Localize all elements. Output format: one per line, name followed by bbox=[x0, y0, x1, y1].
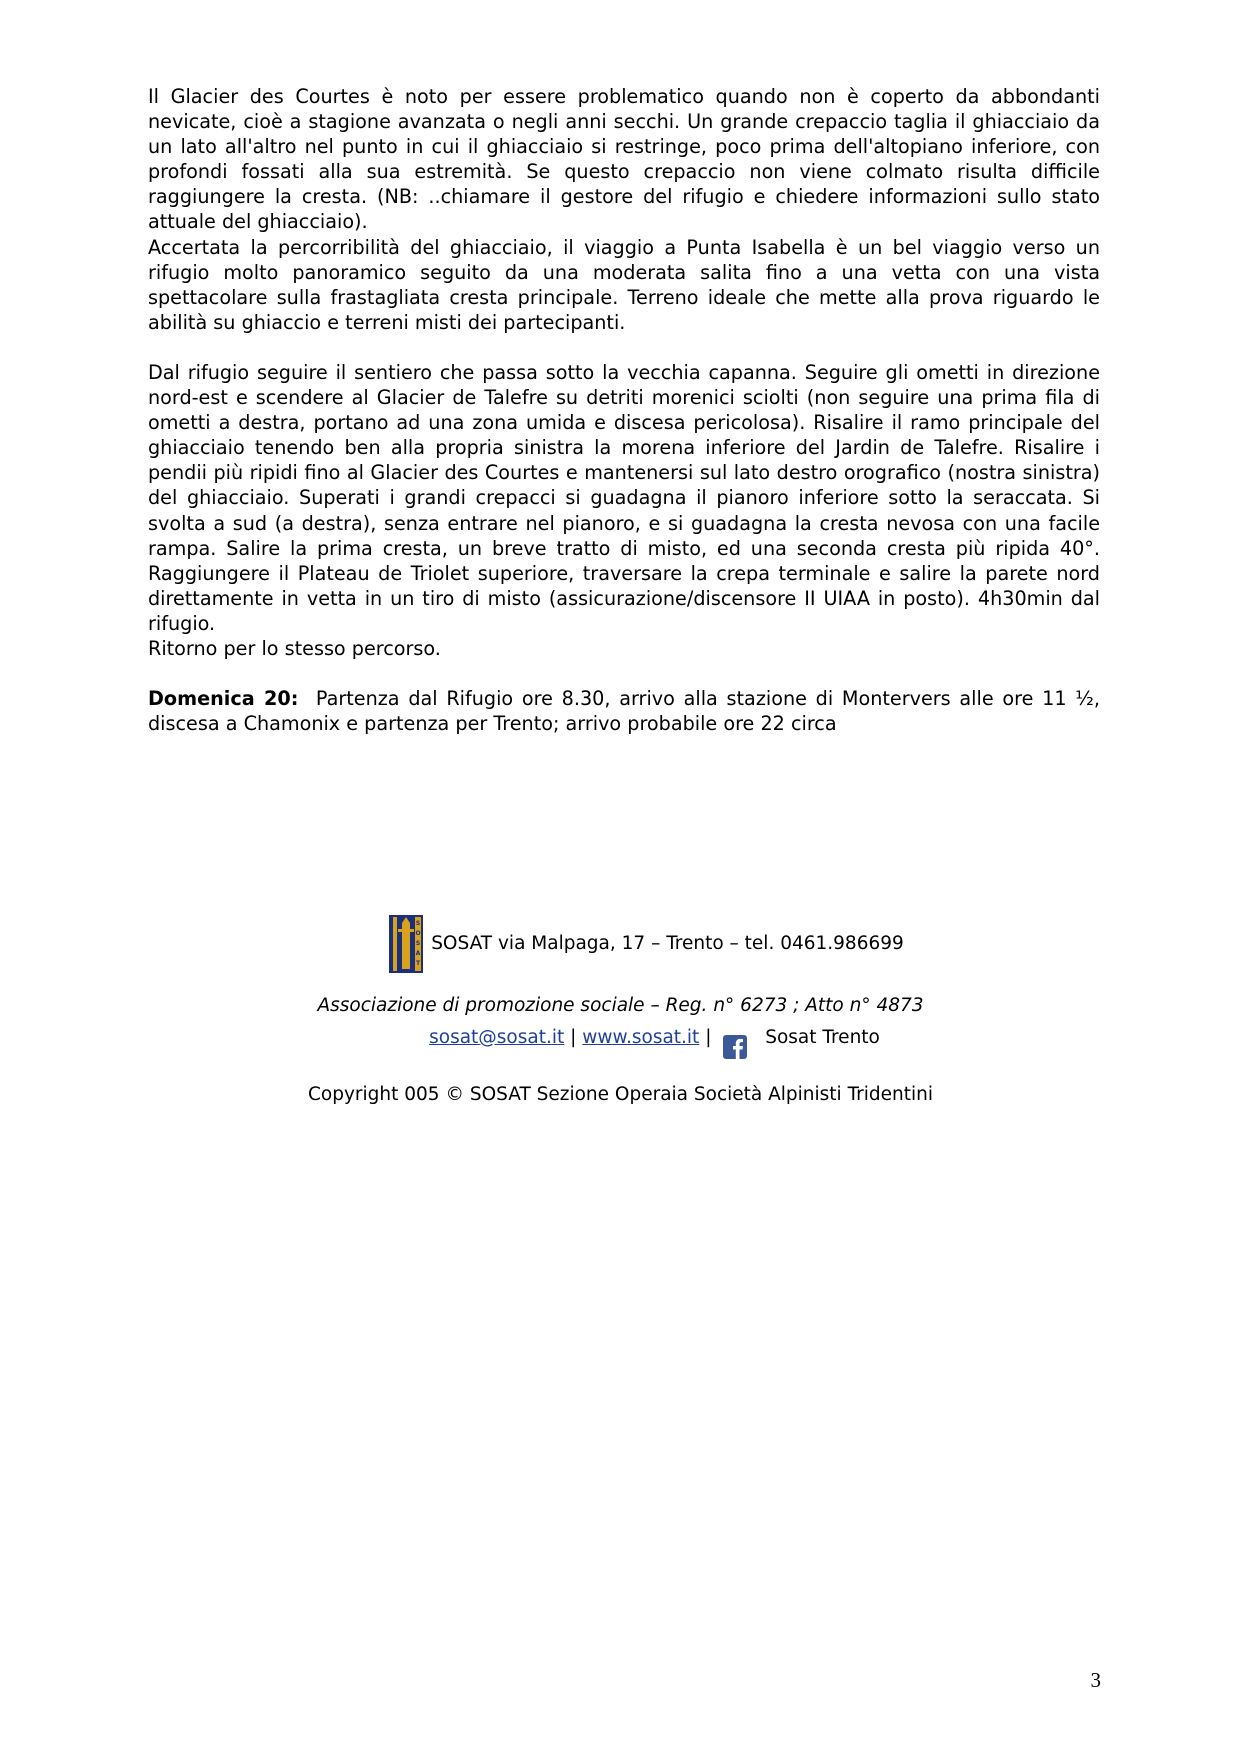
logo-letter: T bbox=[416, 960, 421, 967]
paragraph-route-description: Dal rifugio seguire il sentiero che passa sotto la vecchia capanna. Seguire gli ometti in direzione nord-est e scendere al Glacier de Talefre su detriti morenici sciolti (non seguire una prima fila di ometti a destra, portano ad una zona umida e discesa pericolosa). Risalire il ramo principale del ghiacciaio tenendo ben alla propria sinistra la morena inferiore del Jardin de Talefre. Risalire i pendii più ripidi fino al Glacier des Courtes e mantenersi sul lato destro orografico (nostra sinistra) del ghiacciaio. Superati i grandi crepacci si guadagna il pianoro inferiore sotto la seraccata. Si svolta a sud (a destra), senza entrare nel pianoro, e si guadagna la cresta nevosa con una facile rampa. Salire la prima cresta, un breve tratto di misto, ed una seconda cresta più ripida 40°. Raggiungere il Plateau de Triolet superiore, traversare la crepa terminale e salire la parete nord direttamente in vetta in un tiro di misto (assicurazione/discensore II UIAA in posto). 4h30min dal rifugio. bbox=[148, 360, 1100, 635]
paragraph-return: Ritorno per lo stesso percorso. bbox=[148, 636, 441, 660]
facebook-label: Sosat Trento bbox=[765, 1027, 880, 1048]
paragraph-glacier-conditions: Il Glacier des Courtes è noto per essere problematico quando non è coperto da abbondanti nevicate, cioè a stagione avanzata o negli anni secchi. Un grande crepaccio taglia il ghiacciaio da un lato all'altro nel punto in cui il ghiacciaio si restringe, poco prima dell'altopiano inferiore, con profondi fossati alla sua estremità. Se questo crepaccio non viene colmato risulta difficile raggiungere la cresta. (NB: ..chiamare il gestore del rifugio e chiedere informazioni sullo stato attuale del ghiacciaio). bbox=[148, 85, 1100, 234]
footer-links bbox=[34, 1026, 1241, 1059]
logo-letter: S bbox=[416, 940, 421, 947]
footer-address-line bbox=[0, 915, 1241, 980]
sunday-text: Partenza dal Rifugio ore 8.30, arrivo alla stazione di Montervers alle ore 11 ½, discesa a Chamonix e partenza per Trento; arrivo probabile ore 22 circa bbox=[148, 687, 1100, 736]
sosat-logo-icon bbox=[389, 915, 423, 973]
paragraph-sunday bbox=[148, 686, 1100, 736]
footer-address: SOSAT via Malpaga, 17 – Trento – tel. 0461.986699 bbox=[431, 933, 904, 954]
footer-copyright: Copyright 005 © SOSAT Sezione Operaia Società Alpinisti Tridentini bbox=[307, 1084, 934, 1105]
footer bbox=[0, 915, 1241, 1107]
paragraph-route-overview: Accertata la percorribilità del ghiacciaio, il viaggio a Punta Isabella è un bel viaggio verso un rifugio molto panoramico seguito da una moderata salita fino a una vetta con una vista spettacolare sulla frastagliata cresta principale. Terreno ideale che mette alla prova riguardo le abilità su ghiaccio e terreni misti dei partecipanti. bbox=[148, 235, 1100, 334]
page-number: 3 bbox=[1090, 1668, 1101, 1692]
email-link[interactable]: sosat@sosat.it bbox=[429, 1027, 565, 1048]
link-separator: | bbox=[570, 1027, 577, 1048]
logo-letter: O bbox=[415, 930, 421, 937]
facebook-icon[interactable] bbox=[723, 1035, 747, 1059]
logo-letter: S bbox=[416, 920, 421, 927]
footer-registration: Associazione di promozione sociale – Reg. n° 6273 ; Atto n° 4873 bbox=[317, 995, 924, 1016]
sunday-label: Domenica 20: bbox=[148, 687, 299, 711]
link-separator: | bbox=[705, 1027, 712, 1048]
paragraph-spacer bbox=[148, 661, 1100, 686]
website-link[interactable]: www.sosat.it bbox=[582, 1027, 700, 1048]
paragraph-spacer bbox=[148, 335, 1100, 360]
document-body bbox=[148, 84, 1100, 736]
logo-letter: A bbox=[415, 950, 421, 957]
